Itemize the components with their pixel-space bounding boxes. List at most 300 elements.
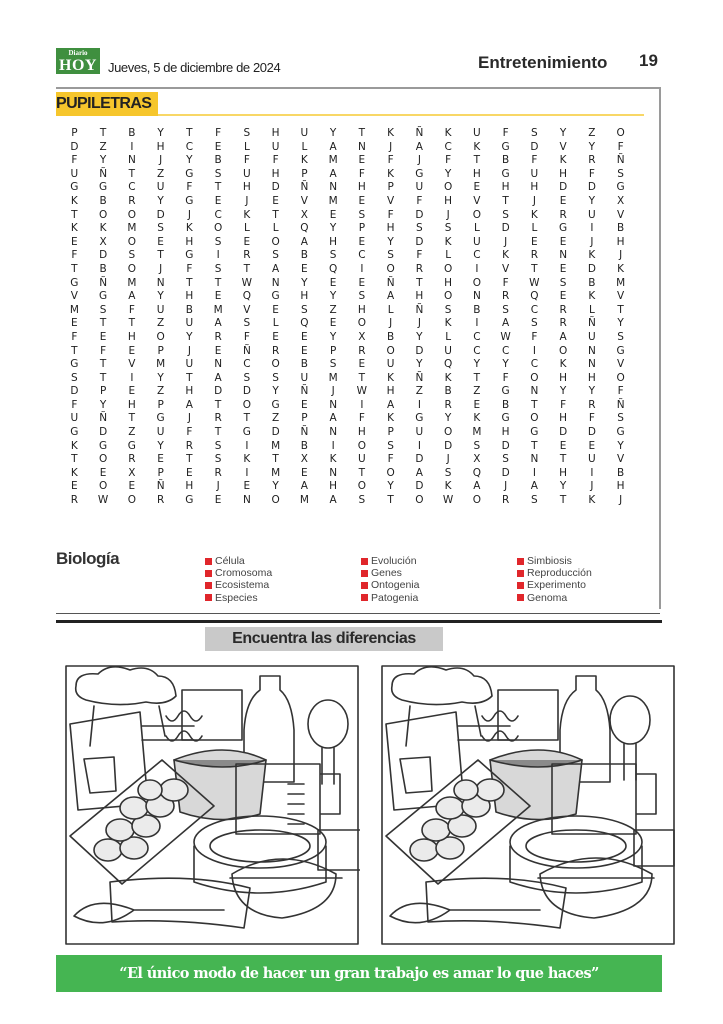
grid-letter[interactable]: N <box>329 466 338 479</box>
grid-letter[interactable]: S <box>214 235 222 248</box>
grid-letter[interactable]: Z <box>473 385 481 398</box>
grid-letter[interactable]: Y <box>157 127 164 139</box>
grid-letter[interactable]: I <box>475 262 479 275</box>
grid-letter[interactable]: D <box>70 385 79 398</box>
grid-letter[interactable]: T <box>559 453 567 466</box>
grid-letter[interactable]: I <box>590 466 594 479</box>
grid-letter[interactable]: Q <box>328 262 338 275</box>
grid-letter[interactable]: H <box>559 466 568 479</box>
grid-letter[interactable]: H <box>271 127 280 139</box>
grid-letter[interactable]: O <box>127 235 136 248</box>
grid-letter[interactable]: J <box>245 194 249 207</box>
grid-letter[interactable]: S <box>329 249 337 262</box>
grid-letter[interactable]: D <box>587 426 596 439</box>
grid-letter[interactable]: E <box>358 194 366 207</box>
grid-letter[interactable]: X <box>128 466 136 479</box>
grid-letter[interactable]: A <box>329 494 337 507</box>
grid-letter[interactable]: Y <box>444 412 452 425</box>
grid-letter[interactable]: D <box>587 262 596 275</box>
grid-letter[interactable]: F <box>617 140 624 153</box>
grid-letter[interactable]: O <box>127 494 136 507</box>
grid-letter[interactable]: S <box>358 208 366 221</box>
grid-letter[interactable]: L <box>301 140 308 153</box>
grid-letter[interactable]: Y <box>588 385 596 398</box>
grid-letter[interactable]: R <box>128 453 136 466</box>
grid-letter[interactable]: K <box>444 235 452 248</box>
grid-letter[interactable]: S <box>214 167 222 180</box>
grid-letter[interactable]: C <box>473 344 481 357</box>
grid-letter[interactable]: R <box>70 494 79 507</box>
grid-letter[interactable]: F <box>272 154 279 167</box>
grid-letter[interactable]: E <box>214 194 222 207</box>
grid-letter[interactable]: L <box>445 330 452 343</box>
grid-letter[interactable]: O <box>558 344 568 357</box>
grid-letter[interactable]: M <box>328 154 338 167</box>
grid-letter[interactable]: H <box>444 276 453 289</box>
grid-letter[interactable]: G <box>99 439 108 452</box>
grid-letter[interactable]: O <box>443 181 453 194</box>
grid-letter[interactable]: F <box>186 181 193 194</box>
grid-letter[interactable]: D <box>501 439 510 452</box>
grid-letter[interactable]: P <box>358 222 366 235</box>
grid-letter[interactable]: Ñ <box>415 371 424 384</box>
grid-letter[interactable]: S <box>387 249 394 262</box>
grid-letter[interactable]: U <box>415 181 424 194</box>
grid-letter[interactable]: E <box>214 140 222 153</box>
grid-letter[interactable]: O <box>98 453 108 466</box>
grid-letter[interactable]: R <box>214 412 222 425</box>
grid-letter[interactable]: Y <box>157 371 164 384</box>
grid-letter[interactable]: Z <box>128 426 136 439</box>
grid-letter[interactable]: K <box>329 453 337 466</box>
grid-letter[interactable]: Y <box>588 140 596 153</box>
grid-letter[interactable]: T <box>71 344 78 357</box>
grid-letter[interactable]: Ñ <box>616 154 625 167</box>
grid-letter[interactable]: O <box>271 494 280 507</box>
grid-letter[interactable]: Q <box>443 358 453 371</box>
grid-letter[interactable]: K <box>70 466 78 479</box>
grid-letter[interactable]: L <box>445 249 452 262</box>
grid-letter[interactable]: A <box>272 262 280 275</box>
grid-letter[interactable]: I <box>590 222 594 235</box>
grid-letter[interactable]: Y <box>617 317 624 330</box>
grid-letter[interactable]: P <box>301 412 308 425</box>
grid-letter[interactable]: A <box>559 330 567 343</box>
grid-letter[interactable]: C <box>243 358 251 371</box>
grid-letter[interactable]: O <box>156 330 165 343</box>
grid-letter[interactable]: B <box>473 303 481 316</box>
grid-letter[interactable]: D <box>415 453 424 466</box>
grid-letter[interactable]: U <box>358 453 366 466</box>
grid-letter[interactable]: O <box>357 439 366 452</box>
grid-letter[interactable]: D <box>444 439 453 452</box>
grid-letter[interactable]: Q <box>530 290 539 303</box>
grid-letter[interactable]: F <box>358 167 365 180</box>
grid-letter[interactable]: V <box>617 358 625 371</box>
grid-letter[interactable]: I <box>245 439 249 452</box>
grid-letter[interactable]: E <box>358 276 366 289</box>
grid-letter[interactable]: Z <box>272 412 280 425</box>
grid-letter[interactable]: C <box>501 344 510 357</box>
grid-letter[interactable]: U <box>300 371 309 384</box>
grid-letter[interactable]: T <box>416 276 423 289</box>
grid-letter[interactable]: U <box>156 303 165 316</box>
grid-letter[interactable]: E <box>71 235 78 248</box>
grid-letter[interactable]: A <box>329 412 337 425</box>
grid-letter[interactable]: U <box>473 127 481 139</box>
grid-letter[interactable]: S <box>531 317 538 330</box>
grid-letter[interactable]: S <box>473 439 481 452</box>
grid-letter[interactable]: A <box>415 466 423 479</box>
grid-letter[interactable]: Y <box>329 330 337 343</box>
grid-letter[interactable]: J <box>417 317 421 330</box>
grid-letter[interactable]: W <box>241 276 253 289</box>
grid-letter[interactable]: E <box>559 235 567 248</box>
grid-letter[interactable]: S <box>387 439 394 452</box>
grid-letter[interactable]: P <box>301 167 308 180</box>
grid-letter[interactable]: O <box>213 222 223 235</box>
grid-letter[interactable]: D <box>559 181 568 194</box>
grid-letter[interactable]: T <box>531 262 538 275</box>
grid-letter[interactable]: A <box>300 480 308 493</box>
grid-letter[interactable]: H <box>242 181 251 194</box>
grid-letter[interactable]: N <box>530 453 539 466</box>
grid-letter[interactable]: N <box>559 249 568 262</box>
grid-letter[interactable]: J <box>504 480 508 493</box>
grid-letter[interactable]: W <box>442 494 454 507</box>
grid-letter[interactable]: Y <box>559 127 567 139</box>
grid-letter[interactable]: I <box>417 398 421 411</box>
grid-letter[interactable]: N <box>329 426 338 439</box>
grid-letter[interactable]: E <box>243 235 251 248</box>
grid-letter[interactable]: X <box>473 453 481 466</box>
grid-letter[interactable]: N <box>357 140 366 153</box>
grid-letter[interactable]: Y <box>272 480 279 493</box>
grid-letter[interactable]: H <box>329 480 338 493</box>
grid-letter[interactable]: R <box>530 249 539 262</box>
grid-letter[interactable]: T <box>128 412 136 425</box>
grid-letter[interactable]: T <box>214 426 222 439</box>
grid-letter[interactable]: M <box>69 303 79 316</box>
grid-letter[interactable]: T <box>531 439 538 452</box>
grid-letter[interactable]: D <box>99 426 108 439</box>
grid-letter[interactable]: A <box>387 290 395 303</box>
grid-letter[interactable]: U <box>588 453 596 466</box>
grid-letter[interactable]: S <box>502 303 509 316</box>
grid-letter[interactable]: P <box>99 385 107 398</box>
grid-letter[interactable]: N <box>156 276 165 289</box>
grid-letter[interactable]: V <box>128 358 136 371</box>
grid-letter[interactable]: A <box>300 235 308 248</box>
grid-letter[interactable]: R <box>559 208 567 221</box>
grid-letter[interactable]: K <box>70 439 78 452</box>
grid-letter[interactable]: G <box>271 398 280 411</box>
grid-letter[interactable]: E <box>128 480 136 493</box>
grid-letter[interactable]: P <box>157 466 164 479</box>
grid-letter[interactable]: O <box>530 371 539 384</box>
grid-letter[interactable]: G <box>156 412 165 425</box>
grid-letter[interactable]: T <box>71 453 78 466</box>
grid-letter[interactable]: M <box>616 276 626 289</box>
grid-letter[interactable]: F <box>416 249 423 262</box>
grid-letter[interactable]: O <box>616 127 625 139</box>
grid-letter[interactable]: U <box>444 344 452 357</box>
grid-letter[interactable]: M <box>271 466 281 479</box>
grid-letter[interactable]: J <box>187 344 191 357</box>
grid-letter[interactable]: O <box>472 494 481 507</box>
grid-letter[interactable]: H <box>300 290 309 303</box>
grid-letter[interactable]: M <box>156 358 166 371</box>
grid-letter[interactable]: E <box>99 330 107 343</box>
grid-letter[interactable]: I <box>532 344 536 357</box>
difference-image-b[interactable] <box>380 664 676 946</box>
grid-letter[interactable]: W <box>356 385 368 398</box>
grid-letter[interactable]: C <box>185 140 194 153</box>
grid-letter[interactable]: E <box>559 290 567 303</box>
grid-letter[interactable]: O <box>415 494 424 507</box>
grid-letter[interactable]: H <box>587 371 596 384</box>
grid-letter[interactable]: Z <box>157 317 165 330</box>
grid-letter[interactable]: R <box>588 398 596 411</box>
grid-letter[interactable]: Ñ <box>300 181 309 194</box>
grid-letter[interactable]: C <box>128 181 136 194</box>
grid-letter[interactable]: E <box>272 330 279 343</box>
grid-letter[interactable]: J <box>446 453 450 466</box>
grid-letter[interactable]: S <box>617 330 624 343</box>
grid-letter[interactable]: J <box>389 140 393 153</box>
grid-letter[interactable]: B <box>99 194 107 207</box>
grid-letter[interactable]: Y <box>186 330 193 343</box>
grid-letter[interactable]: P <box>387 426 394 439</box>
grid-letter[interactable]: A <box>329 140 337 153</box>
grid-letter[interactable]: S <box>444 466 452 479</box>
grid-letter[interactable]: I <box>245 466 249 479</box>
grid-letter[interactable]: Y <box>157 439 164 452</box>
grid-letter[interactable]: U <box>415 426 424 439</box>
grid-letter[interactable]: M <box>472 426 482 439</box>
grid-letter[interactable]: H <box>156 140 165 153</box>
grid-letter[interactable]: V <box>70 290 78 303</box>
grid-letter[interactable]: Ñ <box>300 426 309 439</box>
grid-letter[interactable]: E <box>128 344 136 357</box>
grid-letter[interactable]: F <box>358 412 365 425</box>
grid-letter[interactable]: I <box>475 317 479 330</box>
grid-letter[interactable]: Ñ <box>386 276 395 289</box>
grid-letter[interactable]: X <box>300 208 308 221</box>
grid-letter[interactable]: P <box>157 344 164 357</box>
grid-letter[interactable]: O <box>98 208 108 221</box>
grid-letter[interactable]: H <box>357 181 366 194</box>
grid-letter[interactable]: B <box>99 262 107 275</box>
grid-letter[interactable]: U <box>70 412 79 425</box>
grid-letter[interactable]: G <box>185 167 194 180</box>
grid-letter[interactable]: B <box>128 127 136 139</box>
grid-letter[interactable]: S <box>157 222 164 235</box>
grid-letter[interactable]: H <box>559 371 568 384</box>
grid-letter[interactable]: T <box>71 208 78 221</box>
grid-letter[interactable]: R <box>358 344 366 357</box>
grid-letter[interactable]: B <box>300 439 308 452</box>
grid-letter[interactable]: B <box>617 466 625 479</box>
grid-letter[interactable]: J <box>159 154 163 167</box>
grid-letter[interactable]: F <box>243 154 250 167</box>
grid-letter[interactable]: F <box>560 398 567 411</box>
grid-letter[interactable]: Y <box>157 194 164 207</box>
grid-letter[interactable]: N <box>329 181 338 194</box>
grid-letter[interactable]: Y <box>444 167 452 180</box>
grid-letter[interactable]: E <box>329 208 337 221</box>
grid-letter[interactable]: R <box>185 439 194 452</box>
grid-letter[interactable]: Z <box>157 167 165 180</box>
grid-letter[interactable]: E <box>272 194 279 207</box>
grid-letter[interactable]: J <box>446 208 450 221</box>
grid-letter[interactable]: O <box>386 466 395 479</box>
grid-letter[interactable]: L <box>272 222 279 235</box>
grid-letter[interactable]: D <box>559 426 568 439</box>
grid-letter[interactable]: H <box>559 412 568 425</box>
grid-letter[interactable]: G <box>271 290 280 303</box>
grid-letter[interactable]: Z <box>588 127 596 139</box>
grid-letter[interactable]: R <box>243 249 251 262</box>
grid-letter[interactable]: C <box>214 208 222 221</box>
grid-letter[interactable]: F <box>186 426 193 439</box>
grid-letter[interactable]: E <box>301 466 308 479</box>
grid-letter[interactable]: N <box>214 358 223 371</box>
grid-letter[interactable]: D <box>415 480 424 493</box>
grid-letter[interactable]: T <box>502 194 509 207</box>
grid-letter[interactable]: E <box>531 235 538 248</box>
grid-letter[interactable]: S <box>301 303 308 316</box>
grid-letter[interactable]: J <box>619 249 623 262</box>
grid-letter[interactable]: B <box>214 154 222 167</box>
grid-letter[interactable]: K <box>473 140 481 153</box>
grid-letter[interactable]: G <box>616 426 625 439</box>
grid-letter[interactable]: J <box>590 480 594 493</box>
grid-letter[interactable]: S <box>272 249 279 262</box>
grid-letter[interactable]: K <box>559 358 567 371</box>
grid-letter[interactable]: F <box>387 208 394 221</box>
grid-letter[interactable]: T <box>243 412 251 425</box>
grid-letter[interactable]: D <box>501 466 510 479</box>
grid-letter[interactable]: H <box>185 290 194 303</box>
grid-letter[interactable]: G <box>559 222 568 235</box>
grid-letter[interactable]: A <box>387 398 395 411</box>
grid-letter[interactable]: S <box>416 222 423 235</box>
grid-letter[interactable]: J <box>504 235 508 248</box>
grid-letter[interactable]: P <box>387 181 394 194</box>
grid-letter[interactable]: O <box>530 412 539 425</box>
grid-letter[interactable]: S <box>214 439 222 452</box>
grid-letter[interactable]: G <box>501 385 510 398</box>
grid-letter[interactable]: T <box>99 127 107 139</box>
grid-letter[interactable]: I <box>532 466 536 479</box>
grid-letter[interactable]: O <box>443 262 453 275</box>
grid-letter[interactable]: F <box>617 385 624 398</box>
difference-image-a[interactable] <box>64 664 360 946</box>
grid-letter[interactable]: P <box>329 344 337 357</box>
grid-letter[interactable]: S <box>329 358 337 371</box>
grid-letter[interactable]: A <box>502 317 510 330</box>
grid-letter[interactable]: K <box>559 154 567 167</box>
grid-letter[interactable]: U <box>156 181 165 194</box>
grid-letter[interactable]: U <box>530 167 539 180</box>
grid-letter[interactable]: E <box>559 194 567 207</box>
grid-letter[interactable]: N <box>472 290 481 303</box>
grid-letter[interactable]: V <box>559 140 567 153</box>
grid-letter[interactable]: R <box>214 330 222 343</box>
grid-letter[interactable]: Q <box>242 290 251 303</box>
grid-letter[interactable]: Y <box>272 385 279 398</box>
grid-letter[interactable]: I <box>360 398 364 411</box>
grid-letter[interactable]: E <box>71 317 78 330</box>
grid-letter[interactable]: H <box>185 480 194 493</box>
grid-letter[interactable]: E <box>473 181 481 194</box>
grid-letter[interactable]: R <box>501 290 510 303</box>
grid-letter[interactable]: N <box>587 344 596 357</box>
grid-letter[interactable]: R <box>156 494 165 507</box>
grid-letter[interactable]: E <box>358 235 366 248</box>
grid-letter[interactable]: E <box>157 453 164 466</box>
grid-letter[interactable]: H <box>559 167 568 180</box>
grid-letter[interactable]: F <box>502 371 509 384</box>
grid-letter[interactable]: V <box>617 290 625 303</box>
grid-letter[interactable]: X <box>617 194 625 207</box>
grid-letter[interactable]: K <box>185 222 193 235</box>
grid-letter[interactable]: U <box>185 358 194 371</box>
grid-letter[interactable]: T <box>387 494 394 507</box>
grid-letter[interactable]: Ñ <box>99 167 108 180</box>
grid-letter[interactable]: Y <box>617 439 624 452</box>
grid-letter[interactable]: D <box>415 235 424 248</box>
grid-letter[interactable]: G <box>70 181 79 194</box>
grid-letter[interactable]: G <box>415 412 424 425</box>
grid-letter[interactable]: R <box>415 262 424 275</box>
grid-letter[interactable]: F <box>531 154 538 167</box>
grid-letter[interactable]: T <box>358 371 366 384</box>
grid-letter[interactable]: E <box>473 398 481 411</box>
grid-letter[interactable]: T <box>559 494 567 507</box>
grid-letter[interactable]: Z <box>329 303 337 316</box>
grid-letter[interactable]: H <box>472 167 481 180</box>
grid-letter[interactable]: T <box>214 276 222 289</box>
grid-letter[interactable]: F <box>71 330 78 343</box>
grid-letter[interactable]: G <box>127 439 136 452</box>
grid-letter[interactable]: Y <box>329 222 337 235</box>
grid-letter[interactable]: K <box>387 412 395 425</box>
grid-letter[interactable]: S <box>214 262 222 275</box>
grid-letter[interactable]: Y <box>416 358 423 371</box>
grid-letter[interactable]: S <box>502 208 509 221</box>
grid-letter[interactable]: L <box>272 317 279 330</box>
grid-letter[interactable]: D <box>156 208 165 221</box>
grid-letter[interactable]: G <box>70 358 79 371</box>
grid-letter[interactable]: Y <box>186 154 193 167</box>
grid-letter[interactable]: Z <box>415 385 423 398</box>
grid-letter[interactable]: J <box>331 385 335 398</box>
grid-letter[interactable]: K <box>444 317 452 330</box>
grid-letter[interactable]: Ñ <box>99 276 108 289</box>
grid-letter[interactable]: S <box>531 494 538 507</box>
grid-letter[interactable]: C <box>444 140 452 153</box>
grid-letter[interactable]: S <box>243 317 251 330</box>
grid-letter[interactable]: N <box>242 494 251 507</box>
grid-letter[interactable]: K <box>588 494 596 507</box>
grid-letter[interactable]: T <box>99 317 107 330</box>
grid-letter[interactable]: S <box>71 371 78 384</box>
grid-letter[interactable]: Z <box>157 385 165 398</box>
grid-letter[interactable]: S <box>617 412 624 425</box>
grid-letter[interactable]: Y <box>416 330 423 343</box>
